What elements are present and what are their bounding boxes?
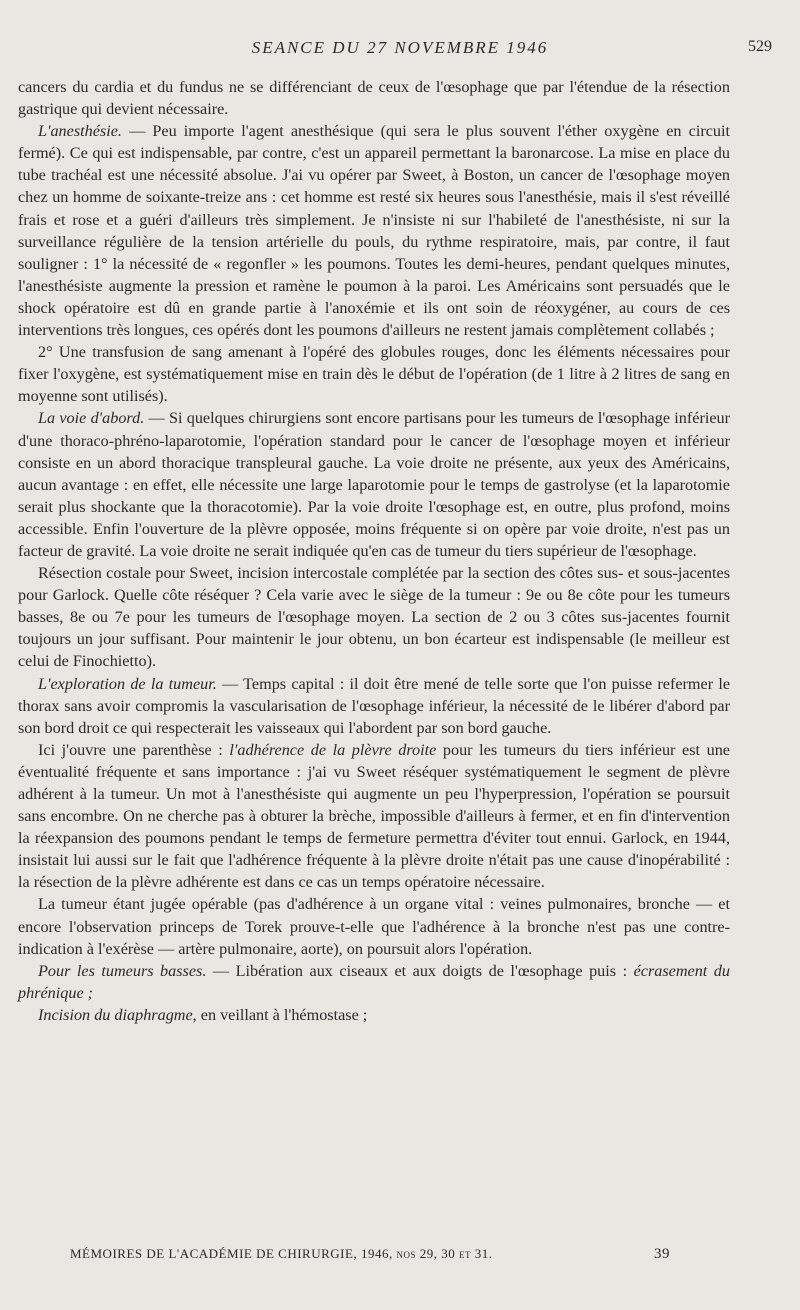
paragraph: La tumeur étant jugée opérable (pas d'adhérence à un organe vital : veines pulmonaires, bronche — et encore l'observation princeps de Torek prouve-t-elle que l'adhérence à la bronche n'est pas une contre-indication à l'exérèse — artère pulmonaire, aorte), on poursuit alors l'opération. bbox=[18, 895, 730, 958]
paragraph: L'anesthésie. — Peu importe l'agent anesthésique (qui sera le plus souvent l'éther oxygène en circuit fermé). Ce qui est indispensable, par contre, c'est un appareil permettant la baronarcose. La mise en place du tube trachéal est une nécessité absolue. J'ai vu opérer par Sweet, à Boston, un cancer de l'œsophage moyen chez un homme de soixante-treize ans : cet homme est resté six heures sous l'anesthésie, mais il s'est réveillé frais et rose et a guéri d'ailleurs très simplement. Je n'insiste ni sur l'habileté de l'anesthésiste, ni sur la surveillance régulière de la tension artérielle du pouls, du rythme respiratoire, mais, par contre, il faut souligner : 1° la nécessité de « regonfler » les poumons. Toutes les demi-heures, pendant quelques minutes, l'anesthésiste augmente la pression et ramène le poumon à la paroi. Les Américains sont persuadés que le shock opératoire est dû en grande partie à l'anoxémie et ils ont soin de réoxygéner, au cours de ces interventions très longues, ces opérés dont les poumons d'ailleurs ne restent jamais complètement collabés ; bbox=[18, 122, 730, 340]
section-lead: Incision du diaphragme bbox=[38, 1005, 193, 1024]
paragraph: 2° Une transfusion de sang amenant à l'opéré des globules rouges, donc les éléments nécessaires pour fixer l'oxygène, est systématiquement mise en train dès le début de l'opération (de 1 litre à 2 litres de sang en moyenne sont utilisés). bbox=[18, 343, 730, 406]
paragraph: Incision du diaphragme, en veillant à l'hémostase ; bbox=[38, 1005, 368, 1024]
page-footer bbox=[70, 1246, 670, 1262]
section-lead: L'anesthésie. bbox=[38, 122, 122, 141]
paragraph: L'exploration de la tumeur. — Temps capital : il doit être mené de telle sorte que l'on puisse refermer le thorax sans avoir compromis la vascularisation de l'œsophage inférieur, la nécessité de le libérer d'abord par son bord droit ce qui respecterait les vaisseaux qui l'abordent par son bord gauche. bbox=[18, 674, 730, 737]
running-header bbox=[0, 38, 800, 60]
body-text bbox=[18, 76, 730, 1026]
header-title: SEANCE DU 27 NOVEMBRE 1946 bbox=[251, 38, 549, 57]
sheet-number: 39 bbox=[654, 1246, 670, 1262]
section-lead: La voie d'abord. bbox=[38, 409, 145, 428]
emphasis: l'adhérence de la plèvre droite bbox=[229, 740, 437, 759]
paragraph: Pour les tumeurs basses. — Libération aux ciseaux et aux doigts de l'œsophage puis : écrasement du phrénique ; bbox=[18, 961, 730, 1002]
paragraph: Résection costale pour Sweet, incision intercostale complétée par la section des côtes sus- et sous-jacentes pour Garlock. Quelle côte réséquer ? Cela varie avec le siège de la tumeur : 9e ou 8e côte pour les tumeurs basses, 8e ou 7e pour les tumeurs de l'œsophage moyen. La section de 2 ou 3 côtes sus-jacentes fournit toujours un jour suffisant. Pour maintenir le jour obtenu, un bon écarteur est indispensable (le meilleur est celui de Finochietto). bbox=[18, 564, 730, 671]
section-lead: L'exploration de la tumeur. bbox=[38, 674, 217, 693]
section-lead: Pour les tumeurs basses. bbox=[38, 961, 207, 980]
page-number: 529 bbox=[748, 38, 772, 55]
paragraph: La voie d'abord. — Si quelques chirurgiens sont encore partisans pour les tumeurs de l'œsophage inférieur d'une thoraco-phréno-laparotomie, l'opération standard pour le cancer de l'œsophage moyen et inférieur consiste en un abord thoracique transpleural gauche. La voie droite ne présente, aux yeux des Américains, aucun avantage : en effet, elle nécessite une large laparotomie pour le temps de gastrolyse (et la laparotomie serait plus shockante que la thoracotomie). Par la voie droite l'œsophage est, en outre, plus profond, moins accessible. Enfin l'ouverture de la plèvre opposée, moins fréquente si on opère par voie droite, n'est pas un facteur de gravité. La voie droite ne serait indiquée qu'en cas de tumeur du tiers supérieur de l'œsophage. bbox=[18, 409, 731, 560]
paragraph: cancers du cardia et du fundus ne se différenciant de ceux de l'œsophage que par l'étendue de la résection gastrique qui devient nécessaire. bbox=[18, 78, 730, 119]
journal-citation: MÉMOIRES DE L'ACADÉMIE DE CHIRURGIE, 1946, nos 29, 30 et 31. bbox=[70, 1246, 493, 1261]
paragraph: Ici j'ouvre une parenthèse : l'adhérence de la plèvre droite pour les tumeurs du tiers inférieur est une éventualité fréquente et sans importance : j'ai vu Sweet réséquer systématiquement le segment de plèvre adhérent à la tumeur. Un mot à l'anesthésiste qui augmente un peu l'hyperpression, l'opération se poursuit sans encombre. On ne cherche pas à obturer la brèche, impossible d'ailleurs à fermer, et en fin d'intervention la réexpansion des poumons pendant le temps de fermeture permettra d'éviter tout ennui. Garlock, en 1944, insistait lui aussi sur le fait que l'adhérence fréquente à la plèvre droite n'était pas une cause d'inopérabilité : la résection de la plèvre adhérente est dans ce cas un temps opératoire nécessaire. bbox=[18, 740, 730, 892]
emphasis: écrasement du phrénique ; bbox=[18, 961, 730, 1002]
